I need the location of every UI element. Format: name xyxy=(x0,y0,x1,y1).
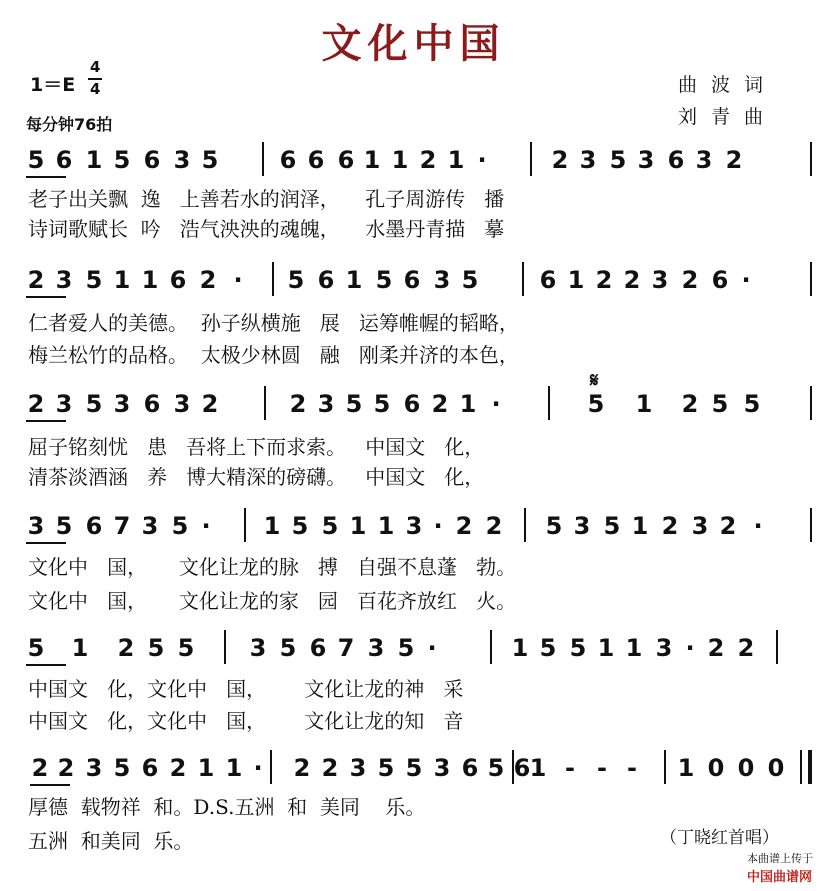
bar-line xyxy=(800,750,802,784)
bar-line xyxy=(664,750,666,784)
bar-line xyxy=(262,142,264,176)
note: 2 xyxy=(455,512,473,540)
lyric-line-1: 屈子铭刻忧 患 吾将上下而求索。 中国文 化， xyxy=(28,435,485,459)
note: 2 xyxy=(681,390,699,418)
note: 0 xyxy=(707,754,725,782)
dash-extension: - xyxy=(627,754,637,782)
note: 6 xyxy=(539,266,557,294)
lyricist-credit: 曲波词 xyxy=(678,74,778,96)
note: 2 xyxy=(485,512,503,540)
note: 3 xyxy=(141,512,159,540)
augmentation-dot: · xyxy=(491,390,501,418)
note: 5 xyxy=(743,390,761,418)
note: 1 xyxy=(345,266,363,294)
note: 6 xyxy=(513,754,531,782)
note: 1 xyxy=(377,512,395,540)
note: 3 xyxy=(113,390,131,418)
note: 3 xyxy=(695,146,713,174)
note: 3 xyxy=(573,512,591,540)
bar-line xyxy=(522,262,524,296)
lyric-line-2: 梅兰松竹的品格。 太极少林圆 融 刚柔并济的本色， xyxy=(28,343,519,367)
note: 5 xyxy=(113,146,131,174)
dash-extension: - xyxy=(565,754,575,782)
note: 3 xyxy=(655,634,673,662)
note: 2 xyxy=(27,266,45,294)
bar-line xyxy=(270,750,272,784)
beam-underline xyxy=(26,420,66,422)
note: 6 xyxy=(403,266,421,294)
bar-line xyxy=(810,262,812,296)
note: 6 xyxy=(667,146,685,174)
note: 1 xyxy=(349,512,367,540)
note: 2 xyxy=(737,634,755,662)
augmentation-dot: · xyxy=(427,634,437,662)
note: 6 xyxy=(309,634,327,662)
note: 3 xyxy=(579,146,597,174)
bar-line xyxy=(776,630,778,664)
note: 5 xyxy=(373,390,391,418)
note: 6 xyxy=(169,266,187,294)
note: 5 xyxy=(55,512,73,540)
note: 3 xyxy=(367,634,385,662)
note: 3 xyxy=(85,754,103,782)
note: 6 xyxy=(141,754,159,782)
note: 1 xyxy=(625,634,643,662)
note: 3 xyxy=(173,146,191,174)
bar-line xyxy=(512,750,514,784)
note: 1 xyxy=(113,266,131,294)
note: 3 xyxy=(27,512,45,540)
note: 2 xyxy=(661,512,679,540)
note: 5 xyxy=(569,634,587,662)
augmentation-dot: · xyxy=(753,512,763,540)
bar-line xyxy=(524,508,526,542)
note: 3 xyxy=(173,390,191,418)
bar-line xyxy=(224,630,226,664)
note: 2 xyxy=(725,146,743,174)
note: 1 xyxy=(597,634,615,662)
note: 3 xyxy=(55,266,73,294)
note: 5 xyxy=(27,634,45,662)
note: 7 xyxy=(337,634,355,662)
note: 3 xyxy=(651,266,669,294)
note: 5 xyxy=(405,754,423,782)
note: 5 xyxy=(487,754,505,782)
note: 5 xyxy=(113,754,131,782)
note: 6 xyxy=(461,754,479,782)
augmentation-dot: · xyxy=(477,146,487,174)
beam-underline xyxy=(26,542,66,544)
note: 5 xyxy=(279,634,297,662)
note: 2 xyxy=(31,754,49,782)
lyric-line-2: 诗词歌赋长 吟 浩气泱泱的魂魄， 水墨丹青描 摹 xyxy=(28,217,505,241)
lyric-line-1: 文化中 国， 文化让龙的脉 搏 自强不息蓬 勃。 xyxy=(28,555,517,579)
note: 6 xyxy=(279,146,297,174)
note: 3 xyxy=(249,634,267,662)
note: 5 xyxy=(587,390,605,418)
note: 5 xyxy=(85,266,103,294)
note: 1 xyxy=(635,390,653,418)
note: 2 xyxy=(293,754,311,782)
footer-prefix: 本曲谱上传于 xyxy=(747,852,813,865)
note: 5 xyxy=(461,266,479,294)
note: 2 xyxy=(623,266,641,294)
lyric-line-1: 老子出关飘 逸 上善若水的润泽， 孔子周游传 播 xyxy=(28,187,505,211)
beam-underline xyxy=(26,176,66,178)
dash-extension: - xyxy=(597,754,607,782)
note: 6 xyxy=(403,390,421,418)
beam-underline xyxy=(26,664,66,666)
note: 1 xyxy=(677,754,695,782)
bar-line xyxy=(264,386,266,420)
note: 3 xyxy=(433,754,451,782)
note: 3 xyxy=(55,390,73,418)
note: 2 xyxy=(681,266,699,294)
note: 5 xyxy=(27,146,45,174)
lyric-line-1: 中国文 化，文化中 国， 文化让龙的神 采 xyxy=(28,677,464,701)
note: 5 xyxy=(711,390,729,418)
note: 2 xyxy=(707,634,725,662)
note: 2 xyxy=(321,754,339,782)
beam-underline xyxy=(26,296,66,298)
note: 1 xyxy=(391,146,409,174)
note: 5 xyxy=(545,512,563,540)
note: 6 xyxy=(711,266,729,294)
augmentation-dot: · xyxy=(741,266,751,294)
note: 6 xyxy=(85,512,103,540)
song-title: 文化中国 xyxy=(321,21,506,67)
note: 2 xyxy=(169,754,187,782)
time-signature-top: 4 xyxy=(90,58,101,76)
bar-line xyxy=(272,262,274,296)
note: 6 xyxy=(337,146,355,174)
note: 5 xyxy=(287,266,305,294)
note: 5 xyxy=(85,390,103,418)
bar-line xyxy=(548,386,550,420)
augmentation-dot: · xyxy=(685,634,695,662)
lyric-line-2: 五洲 和美同 乐。 xyxy=(28,829,194,853)
note: 3 xyxy=(433,266,451,294)
note: 1 xyxy=(511,634,529,662)
note: 6 xyxy=(55,146,73,174)
note: 2 xyxy=(419,146,437,174)
tempo-marking: 每分钟76拍 xyxy=(26,115,113,134)
note: 1 xyxy=(459,390,477,418)
note: 5 xyxy=(603,512,621,540)
note: 1 xyxy=(141,266,159,294)
note: 3 xyxy=(691,512,709,540)
beam-underline xyxy=(30,784,70,786)
note: 1 xyxy=(197,754,215,782)
note: 5 xyxy=(201,146,219,174)
bar-line xyxy=(244,508,246,542)
note: 6 xyxy=(317,266,335,294)
segno-sign: 𝄋 xyxy=(590,368,599,392)
footer-site-logo: 中国曲谱网 xyxy=(747,870,813,885)
note: 1 xyxy=(71,634,89,662)
singer-credit: （丁晓红首唱） xyxy=(660,828,779,848)
final-bar-line xyxy=(808,750,812,784)
augmentation-dot: · xyxy=(233,266,243,294)
bar-line xyxy=(530,142,532,176)
bar-line xyxy=(490,630,492,664)
note: 5 xyxy=(377,754,395,782)
note: 2 xyxy=(199,266,217,294)
note: 5 xyxy=(609,146,627,174)
note: 5 xyxy=(291,512,309,540)
note: 3 xyxy=(405,512,423,540)
note: 1 xyxy=(529,754,547,782)
note: 2 xyxy=(551,146,569,174)
note: 2 xyxy=(289,390,307,418)
note: 2 xyxy=(719,512,737,540)
note: 2 xyxy=(201,390,219,418)
note: 5 xyxy=(177,634,195,662)
note: 1 xyxy=(263,512,281,540)
lyric-line-2: 中国文 化，文化中 国， 文化让龙的知 音 xyxy=(28,709,464,733)
note: 2 xyxy=(431,390,449,418)
note: 6 xyxy=(143,146,161,174)
note: 5 xyxy=(397,634,415,662)
bar-line xyxy=(810,386,812,420)
note: 2 xyxy=(595,266,613,294)
bar-line xyxy=(810,508,812,542)
note: 3 xyxy=(317,390,335,418)
note: 1 xyxy=(631,512,649,540)
key-signature: 1＝E xyxy=(30,74,76,96)
note: 1 xyxy=(447,146,465,174)
note: 0 xyxy=(737,754,755,782)
note: 1 xyxy=(225,754,243,782)
augmentation-dot: · xyxy=(433,512,443,540)
note: 3 xyxy=(637,146,655,174)
augmentation-dot: · xyxy=(201,512,211,540)
note: 2 xyxy=(57,754,75,782)
note: 6 xyxy=(307,146,325,174)
note: 5 xyxy=(345,390,363,418)
note: 2 xyxy=(117,634,135,662)
note: 7 xyxy=(113,512,131,540)
augmentation-dot: · xyxy=(253,754,263,782)
note: 5 xyxy=(321,512,339,540)
footer xyxy=(740,837,813,885)
time-signature-bottom: 4 xyxy=(90,80,101,98)
bar-line xyxy=(810,142,812,176)
note: 5 xyxy=(375,266,393,294)
note: 0 xyxy=(767,754,785,782)
lyric-line-2: 清茶淡酒涵 养 博大精深的磅礴。 中国文 化， xyxy=(28,465,485,489)
note: 5 xyxy=(147,634,165,662)
note: 1 xyxy=(85,146,103,174)
lyric-line-1: 厚德 载物祥 和。D.S.五洲 和 美同 乐。 xyxy=(28,795,426,819)
note: 1 xyxy=(363,146,381,174)
note: 5 xyxy=(539,634,557,662)
note: 3 xyxy=(349,754,367,782)
composer-credit: 刘青曲 xyxy=(678,106,778,128)
lyric-line-1: 仁者爱人的美德。 孙子纵横施 展 运筹帷幄的韬略， xyxy=(28,311,519,335)
note: 1 xyxy=(567,266,585,294)
note: 6 xyxy=(143,390,161,418)
note: 2 xyxy=(27,390,45,418)
lyric-line-2: 文化中 国， 文化让龙的家 园 百花齐放红 火。 xyxy=(28,589,517,613)
note: 5 xyxy=(171,512,189,540)
